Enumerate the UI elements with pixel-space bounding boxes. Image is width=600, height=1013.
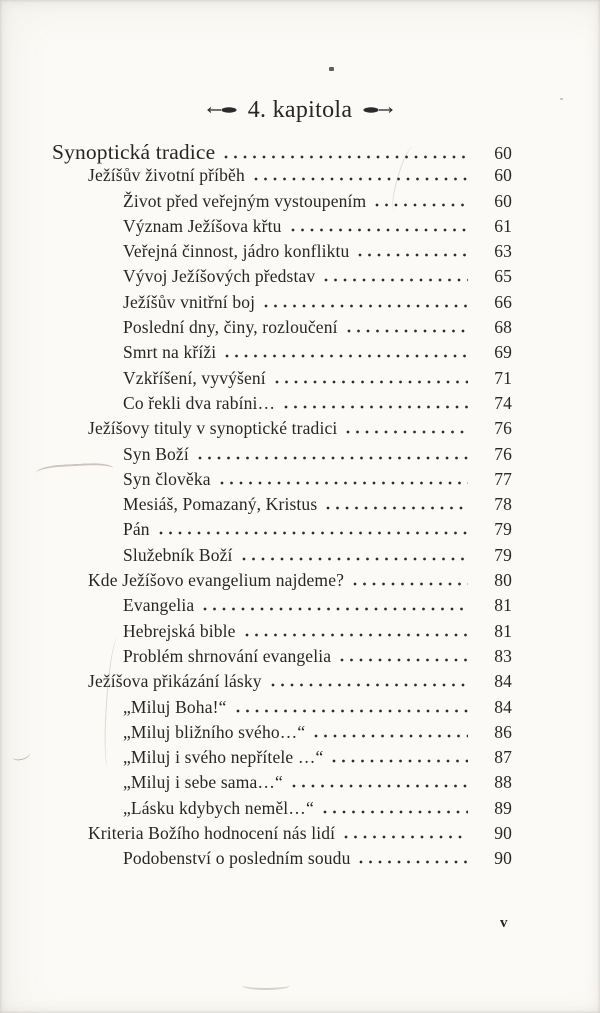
toc-entry [52,621,512,646]
toc-entry [52,722,512,747]
table-of-contents [52,140,512,874]
toc-entry-title: Co řekli dva rabíni… [123,392,276,413]
toc-leader-dots [159,531,468,535]
toc-entry-title: „Miluj bližního svého…“ [123,721,306,742]
toc-leader-dots [284,405,468,409]
toc-entry-page: 66 [494,291,512,312]
toc-leader-dots [292,784,468,788]
toc-entry [52,646,512,671]
toc-leader-dots [203,607,468,611]
toc-leader-dots [375,203,468,207]
toc-entry [52,266,512,291]
toc-entry-page: 87 [494,747,512,768]
toc-entry [52,747,512,772]
toc-entry [52,368,512,393]
toc-leader-dots [347,329,468,333]
toc-entry [52,570,512,595]
toc-entry-title: Ježíšův vnitřní boj [123,291,256,312]
toc-leader-dots [359,860,468,864]
toc-entry-page: 90 [494,823,512,844]
toc-entry-page: 74 [494,392,512,413]
toc-leader-dots [346,430,468,434]
toc-entry [52,519,512,544]
toc-entry-page: 76 [494,443,512,464]
toc-leader-dots [358,253,468,257]
folio-page-number: v [500,915,508,931]
toc-entry-title: Ježíšův životní příběh [88,165,245,186]
toc-entry [52,595,512,620]
toc-entry [52,140,512,165]
toc-leader-dots [353,582,468,586]
toc-entry-title: Vývoj Ježíšových představ [123,266,316,287]
toc-entry [52,772,512,797]
toc-leader-dots [326,506,468,510]
toc-entry-title: Syn Boží [123,443,189,464]
toc-entry [52,191,512,216]
toc-entry-title: Smrt na kříži [123,342,217,363]
toc-leader-dots [291,228,468,232]
toc-entry-title: „Lásku kdybych neměl…“ [123,797,314,818]
toc-entry-page: 60 [494,165,512,186]
toc-entry [52,469,512,494]
chapter-heading-text: 4. kapitola [247,97,353,123]
toc-leader-dots [236,709,468,713]
toc-leader-dots [198,456,468,460]
toc-entry-page: 78 [494,494,512,515]
toc-entry [52,418,512,443]
toc-leader-dots [275,380,468,384]
toc-leader-dots [332,759,468,763]
toc-entry-title: Podobenství o posledním soudu [123,848,351,869]
toc-entry-title: Kde Ježíšovo evangelium najdeme? [88,570,345,591]
toc-entry-title: Evangelia [123,595,195,616]
toc-entry [52,848,512,873]
toc-entry-title: Služebník Boží [123,544,233,565]
toc-entry-title: Syn člověka [123,468,211,489]
arrow-ornament-right-icon [363,105,393,115]
toc-entry [52,671,512,696]
toc-entry [52,342,512,367]
toc-entry-page: 61 [494,215,512,236]
toc-leader-dots [224,155,468,159]
toc-leader-dots [323,810,468,814]
toc-entry-page: 83 [494,645,512,666]
toc-entry-page: 84 [494,671,512,692]
toc-entry-page: 69 [494,342,512,363]
toc-entry-page: 60 [494,190,512,211]
scan-smudge [242,981,290,990]
toc-leader-dots [254,177,468,181]
toc-entry-title: Veřejná činnost, jádro konfliktu [123,241,350,262]
chapter-heading [0,94,600,126]
toc-entry-page: 81 [494,595,512,616]
toc-entry-page: 90 [494,848,512,869]
toc-entry-page: 68 [494,317,512,338]
toc-entry-title: Pán [123,519,150,540]
toc-entry-page: 81 [494,620,512,641]
toc-entry-title: Ježíšovy tituly v synoptické tradici [88,418,338,439]
toc-entry-title: Ježíšova přikázání lásky [88,671,262,692]
toc-entry-page: 76 [494,418,512,439]
toc-entry-page: 79 [494,544,512,565]
toc-leader-dots [340,658,468,662]
toc-entry-title: Poslední dny, činy, rozloučení [123,317,338,338]
toc-entry-page: 89 [494,797,512,818]
toc-entry-title: Hebrejská bible [123,620,236,641]
toc-entry-title: Význam Ježíšova křtu [123,215,282,236]
toc-entry-page: 71 [494,367,512,388]
scan-speck [329,67,334,71]
toc-entry-page: 63 [494,241,512,262]
toc-leader-dots [242,557,468,561]
toc-leader-dots [314,734,468,738]
scan-mark [11,748,31,762]
toc-entry-title: Synoptická tradice [52,140,216,164]
toc-entry-page: 86 [494,721,512,742]
toc-entry-page: 88 [494,772,512,793]
toc-entry-title: „Miluj Boha!“ [123,696,227,717]
toc-entry-page: 65 [494,266,512,287]
toc-entry-page: 79 [494,519,512,540]
toc-leader-dots [264,304,468,308]
toc-entry [52,494,512,519]
toc-entry [52,697,512,722]
toc-entry-title: Život před veřejným vystoupením [123,190,367,211]
toc-entry-title: „Miluj i svého nepřítele …“ [123,747,324,768]
toc-entry-page: 60 [494,143,512,163]
toc-entry-title: Vzkříšení, vyvýšení [123,367,266,388]
toc-entry [52,393,512,418]
toc-entry [52,292,512,317]
toc-entry-page: 77 [494,468,512,489]
toc-entry [52,241,512,266]
toc-entry [52,798,512,823]
arrow-ornament-left-icon [207,105,237,115]
toc-entry-title: Kriteria Božího hodnocení nás lidí [88,823,336,844]
toc-entry-title: Problém shrnování evangelia [123,645,332,666]
toc-leader-dots [220,481,468,485]
toc-leader-dots [324,278,468,282]
toc-leader-dots [271,683,468,687]
toc-entry [52,545,512,570]
toc-entry [52,823,512,848]
toc-entry [52,165,512,190]
toc-leader-dots [225,354,468,358]
toc-entry-title: „Miluj i sebe sama…“ [123,772,283,793]
toc-entry [52,444,512,469]
toc-leader-dots [344,835,468,839]
toc-entry [52,216,512,241]
toc-leader-dots [245,633,468,637]
toc-entry-title: Mesiáš, Pomazaný, Kristus [123,494,318,515]
toc-entry [52,317,512,342]
toc-entry-page: 84 [494,696,512,717]
toc-entry-page: 80 [494,570,512,591]
